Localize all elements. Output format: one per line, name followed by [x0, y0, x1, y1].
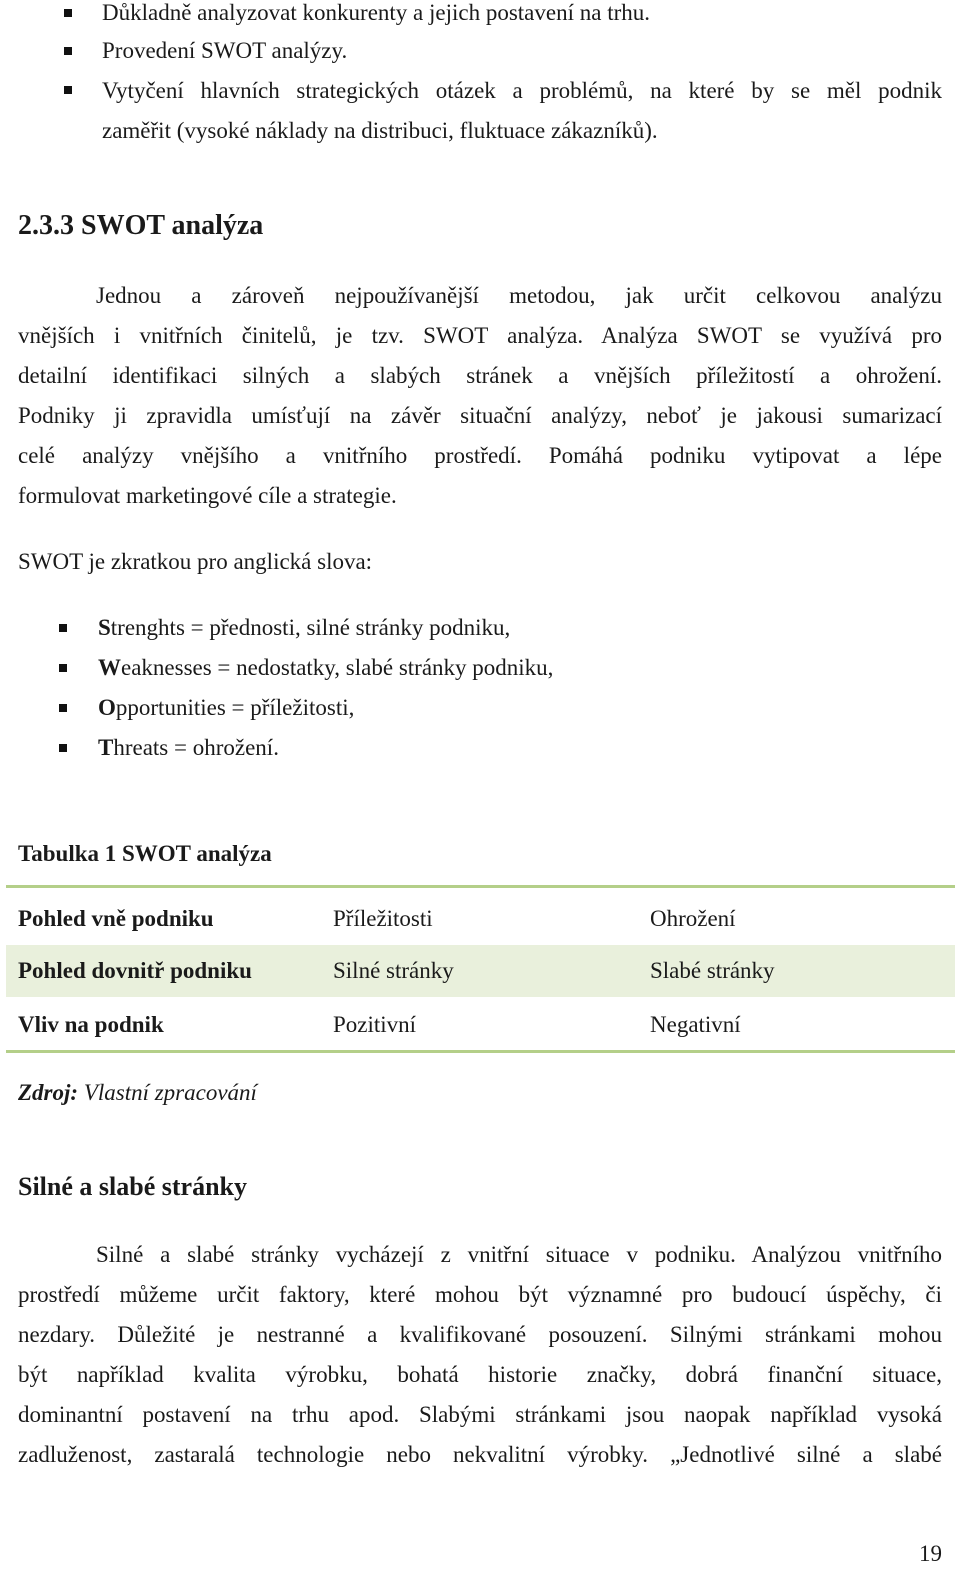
paragraph-line: Jednou a zároveň nejpoužívanější metodou, jak určit celkovou analýzu: [96, 283, 942, 308]
list-item: Vytyčení hlavních strategických otázek a problémů, na které by se měl podnik: [102, 78, 942, 103]
table-cell: Pohled vně podniku: [18, 906, 214, 931]
table-bottom-rule: [6, 1050, 955, 1053]
paragraph-line: zadluženost, zastaralá technologie nebo nekvalitní výrobky. „Jednotlivé silné a slabé: [18, 1442, 942, 1467]
table-cell: Vliv na podnik: [18, 1012, 164, 1037]
list-item-continuation: zaměřit (vysoké náklady na distribuci, fluktuace zákazníků).: [102, 118, 658, 143]
list-item: [98, 608, 510, 648]
table-cell: Ohrožení: [650, 906, 736, 931]
swot-item-text: eaknesses = nedostatky, slabé stránky podniku,: [121, 655, 554, 680]
swot-initial: W: [98, 655, 121, 680]
section-heading: 2.3.3 SWOT analýza: [18, 210, 264, 241]
paragraph-line: formulovat marketingové cíle a strategie.: [18, 483, 397, 508]
bullet-square-icon: [64, 9, 72, 17]
paragraph-line: celé analýzy vnějšího a vnitřního prostředí. Pomáhá podniku vytipovat a lépe: [18, 443, 942, 468]
table-cell: Silné stránky: [333, 958, 454, 983]
list-item: Důkladně analyzovat konkurenty a jejich postavení na trhu.: [102, 0, 650, 25]
table-row: [6, 945, 955, 997]
bullet-square-icon: [59, 704, 67, 712]
swot-intro-text: SWOT je zkratkou pro anglická slova:: [18, 549, 373, 574]
source-text: Vlastní zpracování: [78, 1080, 257, 1105]
swot-initial: S: [98, 615, 111, 640]
table-row: [6, 999, 955, 1051]
list-item: [98, 688, 354, 728]
paragraph-line: být například kvalita výrobku, bohatá historie značky, dobrá finanční situace,: [18, 1362, 942, 1387]
paragraph-line: dominantní postavení na trhu apod. Slabými stránkami jsou naopak například vysoká: [18, 1402, 942, 1427]
table-top-rule: [6, 885, 955, 888]
swot-initial: T: [98, 735, 114, 760]
subheading: Silné a slabé stránky: [18, 1172, 247, 1201]
bullet-square-icon: [59, 744, 67, 752]
bullet-square-icon: [59, 624, 67, 632]
bullet-square-icon: [64, 47, 72, 55]
paragraph-line: nezdary. Důležité je nestranné a kvalifikované posouzení. Silnými stránkami mohou: [18, 1322, 942, 1347]
swot-item-text: pportunities = příležitosti,: [115, 695, 355, 720]
table-cell: Slabé stránky: [650, 958, 775, 983]
table-source: [18, 1073, 257, 1113]
swot-item-text: trenghts = přednosti, silné stránky podniku,: [110, 615, 511, 640]
table-cell: Negativní: [650, 1012, 741, 1037]
paragraph-line: Podniky ji zpravidla umísťují na závěr situační analýzy, neboť je jakousi sumarizací: [18, 403, 942, 428]
table-cell: Pohled dovnitř podniku: [18, 958, 252, 983]
paragraph-line: vnějších i vnitřních činitelů, je tzv. SWOT analýza. Analýza SWOT se využívá pro: [18, 323, 942, 348]
table-cell: Pozitivní: [333, 1012, 417, 1037]
swot-item-text: hreats = ohrožení.: [113, 735, 279, 760]
bullet-square-icon: [59, 664, 67, 672]
table-cell: Příležitosti: [333, 906, 433, 931]
paragraph-line: detailní identifikaci silných a slabých stránek a vnějších příležitostí a ohrožení.: [18, 363, 942, 388]
table-caption: Tabulka 1 SWOT analýza: [18, 841, 272, 866]
list-item: Provedení SWOT analýzy.: [102, 38, 348, 63]
list-item: [98, 728, 279, 768]
list-item: [98, 648, 553, 688]
bullet-square-icon: [64, 86, 72, 94]
swot-initial: O: [98, 695, 116, 720]
source-label: Zdroj:: [18, 1080, 79, 1105]
page-number: 19: [919, 1541, 942, 1566]
paragraph-line: Silné a slabé stránky vycházejí z vnitřní situace v podniku. Analýzou vnitřního: [96, 1242, 942, 1267]
table-row: [6, 893, 955, 945]
paragraph-line: prostředí můžeme určit faktory, které mohou být významné pro budoucí úspěchy, či: [18, 1282, 942, 1307]
